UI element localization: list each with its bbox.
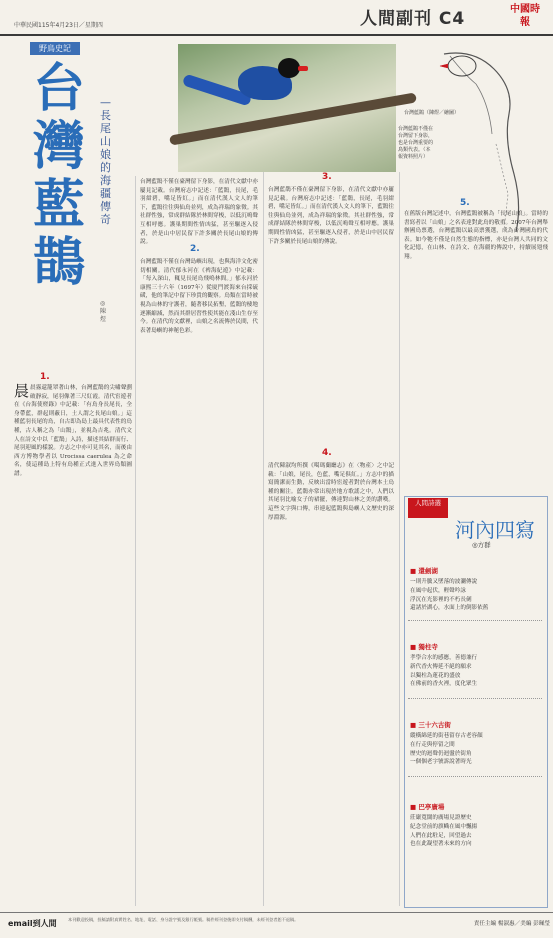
poem-line: 新代香火傳延不絕的願求 <box>410 663 472 670</box>
section-3-text: 台灣藍鵲不僅在臺灣留下身影，在清代文獻中亦屢見記載。台灣府志中記述：「藍鵲，長尾，毛羽紺碧，嘴足皆紅。」而在清代漢人文人的筆下，藍鵲往往與仙鳥並列，成為祥瑞的象徵。其社群性強，常成群結隊於林間穿梭，以低沉鳴聲互相呼應。護巢期間性情凶猛，甚至驅逐入侵者，於是山中居民留下許多關於長尾山娘的傳說。 <box>268 187 394 245</box>
poem-line: 在風中起伏，輕聲吟詠 <box>410 587 466 594</box>
stanza-1-title: ■ 還劍湖 <box>410 567 438 575</box>
article-column-1 <box>14 384 132 904</box>
section-number-2: 2. <box>190 244 200 254</box>
poem-line: 一則升騰又墜落的波瀾傳說 <box>410 579 478 585</box>
stanza-2 <box>410 654 542 689</box>
article-column-5 <box>404 210 548 490</box>
section-2-text: 台灣藍鵲不僅在台灣島嶼出現，也與海洋文化密切相關。清代郁永河在《裨海紀遊》中記載：「每入深山，輒見長尾鳥飛鳴林間。」郁永河於康熙三十六年（1697年）從廈門渡海來台採硫磺，他的筆記中留下珍貴的觀察。鳥類在當時被視為山林的守護者，隨著移民拓墾，藍鵲的棲地逐漸縮減，然而其群居習性使其能在淺山生存至今。在清代的文獻裡，山娘之名流傳於民間，代表著島嶼的神秘色彩。 <box>140 259 258 334</box>
article-column-2-top <box>140 178 258 246</box>
page-footer <box>0 912 553 938</box>
branch-shape <box>169 92 417 145</box>
poem-line: 孝學合水的感應，善德兼行 <box>410 655 478 661</box>
stanza-divider <box>408 620 542 621</box>
poem-line: 人們在此駐足，回望過去 <box>410 832 472 839</box>
poem-label: 人間詩選 <box>408 498 448 518</box>
poem-line: 一個個老字號訴說著時光 <box>410 759 472 766</box>
page-header <box>0 0 553 36</box>
article-column-3 <box>268 186 394 436</box>
bird-head-shape <box>278 58 300 78</box>
poem-line: 也在此凝望著未來的方向 <box>410 841 472 848</box>
section-number-5: 5. <box>460 198 470 208</box>
poem-line: 浮沉在光影裡的不朽長劍 <box>410 596 472 603</box>
poem-line: 還諸於湖心，水面上的倒影依舊 <box>410 605 489 612</box>
stanza-divider <box>408 698 542 699</box>
column-divider <box>263 172 264 906</box>
section-4-text: 清代陳淑均所撰《噶瑪蘭廳志》在〈物產〉之中記載：「山娘，尾長，色藍，嘴足俱紅。」方志中的描寫簡潔而生動，反映出當時宦遊者對於台灣本土鳥種的關注。藍鵲亦常出現於地方歌謠之中，人們以其尾羽比喻女子的裙擺，傳達對山林之美的讚嘆。這些文字與口傳，串連起藍鵲與島嶼人文歷史的深厚淵源。 <box>268 463 394 521</box>
column-divider <box>135 176 136 906</box>
poem-line: 莊嚴寬闊的廣場見證歷史 <box>410 815 472 821</box>
publication-date: 中華民國115年4月23日／星期四 <box>14 22 103 29</box>
section-number-1: 1. <box>40 372 50 382</box>
poem-line: 紀念堂前的旗幟在風中飄揚 <box>410 823 478 830</box>
newspaper-logo: 中國時報 <box>510 4 540 28</box>
stanza-3 <box>410 732 542 767</box>
poem-line: 縱橫綿延的街巷留存古老容顏 <box>410 733 483 739</box>
poem-line: 以獨柱為蓮花的盛放 <box>410 672 461 679</box>
article-column-2 <box>140 258 258 904</box>
poem-author: ◎方群 <box>472 541 491 549</box>
article-title: 台灣藍鵲 <box>32 58 85 293</box>
bird-photo <box>178 44 396 172</box>
poem-title: 河內四寫 <box>455 518 535 542</box>
poem-line: 在行走與停留之間 <box>410 741 455 748</box>
sketch-caption: 台灣藍鵲（陳煜／繪圖） <box>404 110 460 116</box>
drop-cap: 晨 <box>14 382 30 400</box>
stanza-3-title: ■ 三十六古街 <box>410 721 451 729</box>
section-title: 人間副刊 C4 <box>360 9 466 29</box>
article-subtitle: —長尾山娘的海疆傳奇 <box>100 96 111 226</box>
poem-line: 歷史的迴聲仍迴盪於街角 <box>410 750 472 757</box>
stanza-2-title: ■ 獨柱寺 <box>410 643 438 651</box>
stanza-4-title: ■ 巴亭廣場 <box>410 803 445 811</box>
section-1-text: 晨霧還籠罩著山林，台灣藍鵲的尖嘯聲劃破靜寂，尾羽像著三尺紅霞。清代宦遊者在《台海使槎錄》中記載：「有鳥身長尾長，全身帶藍，群起則蔽日，土人謂之長尾山娘。」這種藍羽長尾的鳥，自古即為島上最具代表性的鳥種，古人稱之為「山鵲」，並視為吉兆。清代文人在詩文中以「藍鵲」入詩，描述其結群而行、尾羽迎風的樣貌。方志之中亦可見其名，而後由西方博物學者以 Urocissa caerulea 為之命名，使這種島上特有鳥種正式進入世界鳥類圖譜。 <box>14 385 132 477</box>
stanza-4 <box>410 814 542 849</box>
article-author: ◎陳煜 <box>100 300 107 323</box>
submission-email-label: email到人間 <box>8 919 57 928</box>
bird-beak-shape <box>298 66 308 71</box>
submission-fine-print: 本刊歡迎投稿，投稿請附真實姓名、地址、電話、身分證字號及銀行帳號。稿件經刊登後即支付稿酬，未經刊登者恕不退稿。 <box>68 917 299 922</box>
poem-line: 在佛前的香火裡，度化眾生 <box>410 681 478 688</box>
column-divider <box>399 172 400 906</box>
editor-credits: 責任主編 楊淑惠／美編 彭珮瑩 <box>473 921 550 927</box>
section-number-4: 4. <box>322 448 332 458</box>
section-number-3: 3. <box>322 172 332 182</box>
section-5-text: 在舊版台灣記述中，台灣藍鵲被稱為「長尾山娘」。當時的書寫者以「山娘」之名表達對此鳥的敬重。2007年台灣舉辦國鳥票選，台灣藍鵲以最高票獲選，成為台灣國鳥的代表。如今牠不僅是自然生態的指標，亦是台灣人共同的文化記憶，在山林、在詩文、在海疆的傳說中，持續展翅飛翔。 <box>404 211 548 260</box>
bird-sketch-illustration <box>404 44 546 234</box>
stanza-1 <box>410 578 542 613</box>
article-column-4 <box>268 462 394 904</box>
stanza-divider <box>408 776 542 777</box>
section-1-continued: 台灣藍鵲不僅在臺灣留下身影，在清代文獻中亦屢見記載。台灣府志中記述：「藍鵲，長尾，毛羽紺碧，嘴足皆紅。」而在清代漢人文人的筆下，藍鵲往往與仙鳥並列，成為祥瑞的象徵。其社群性強，常成群結隊於林間穿梭，以低沉鳴聲互相呼應。護巢期間性情凶猛，甚至驅逐入侵者，於是山中居民留下許多關於長尾山娘的傳說。 <box>140 179 258 246</box>
photo-caption: 台灣藍鵲不僅在台灣留下身影，也是台灣重要的鳥類代表。（本報資料照片） <box>398 126 434 160</box>
article-kicker: 野鳥史記 <box>30 42 80 55</box>
